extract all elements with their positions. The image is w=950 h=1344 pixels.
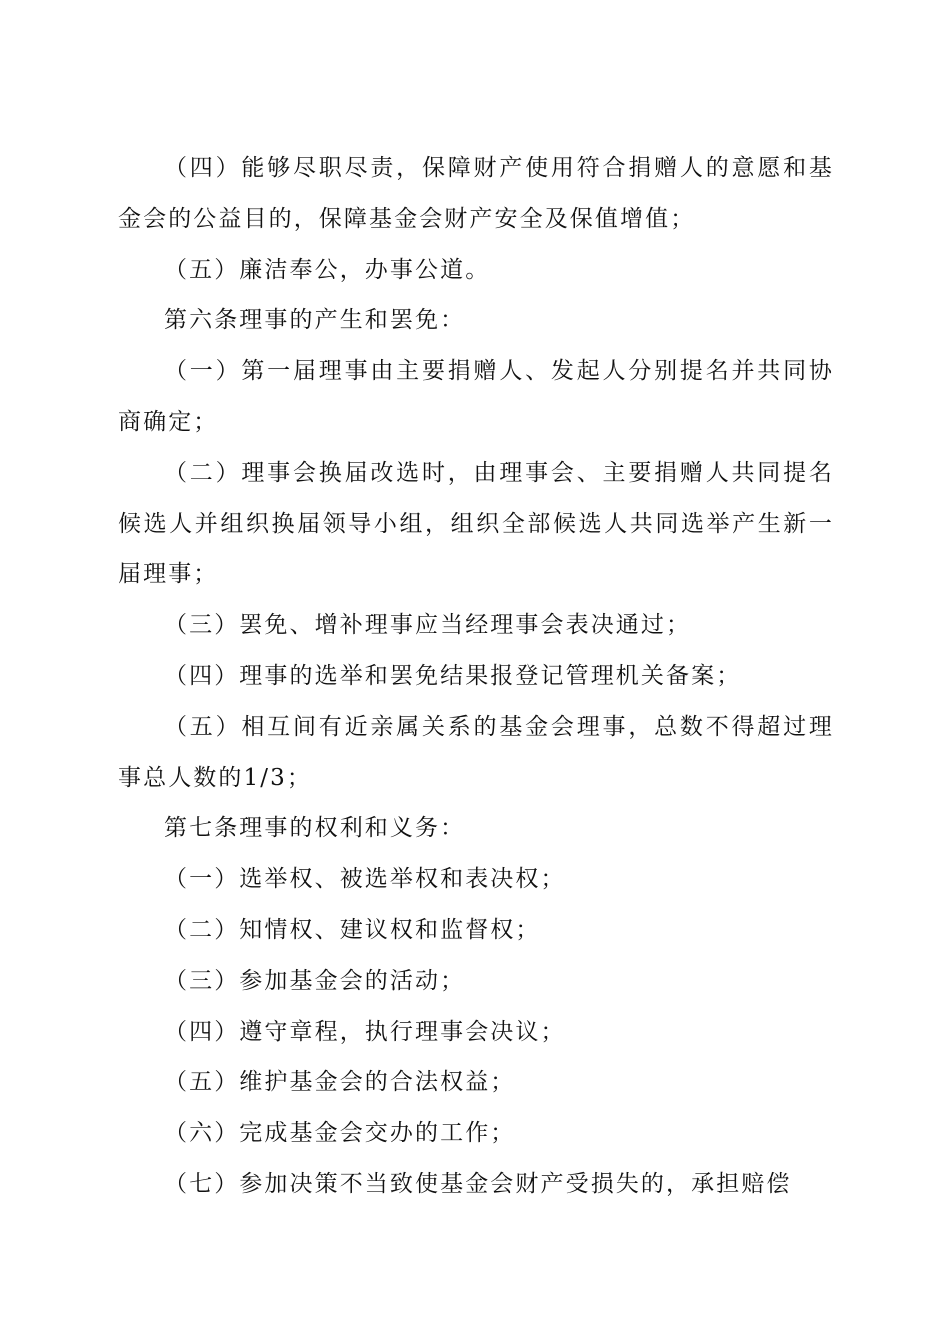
article-6-item-5: （五）相互间有近亲属关系的基金会理事，总数不得超过理事总人数的1/3； bbox=[118, 713, 834, 791]
article-7-item-4: （四）遵守章程，执行理事会决议； bbox=[164, 1018, 566, 1045]
paragraph-item-5-integrity: （五）廉洁奉公，办事公道。 bbox=[164, 256, 491, 283]
article-6-item-2: （二）理事会换届改选时，由理事会、主要捐赠人共同提名候选人并组织换届领导小组，组织全部候选人共同选举产生新一届理事； bbox=[118, 459, 834, 588]
article-7-item-6: （六）完成基金会交办的工作； bbox=[164, 1120, 516, 1147]
article-7-item-5: （五）维护基金会的合法权益； bbox=[164, 1069, 516, 1096]
article-6-item-3: （三）罢免、增补理事应当经理事会表决通过； bbox=[164, 612, 692, 639]
document-body bbox=[118, 143, 834, 1210]
article-7-item-2: （二）知情权、建议权和监督权； bbox=[164, 916, 541, 943]
article-6-item-4: （四）理事的选举和罢免结果报登记管理机关备案； bbox=[164, 662, 742, 689]
article-7-item-3: （三）参加基金会的活动； bbox=[164, 967, 466, 994]
paragraph-item-4-duty: （四）能够尽职尽责，保障财产使用符合捐赠人的意愿和基金会的公益目的，保障基金会财产安全及保值增值； bbox=[118, 155, 834, 232]
article-7-item-7: （七）参加决策不当致使基金会财产受损失的，承担赔偿 bbox=[164, 1170, 792, 1197]
article-6-heading: 第六条理事的产生和罢免： bbox=[164, 307, 466, 334]
article-7-item-1: （一）选举权、被选举权和表决权； bbox=[164, 866, 566, 893]
article-6-item-1: （一）第一届理事由主要捐赠人、发起人分别提名并共同协商确定； bbox=[118, 358, 834, 435]
article-7-heading: 第七条理事的权利和义务： bbox=[164, 815, 466, 842]
